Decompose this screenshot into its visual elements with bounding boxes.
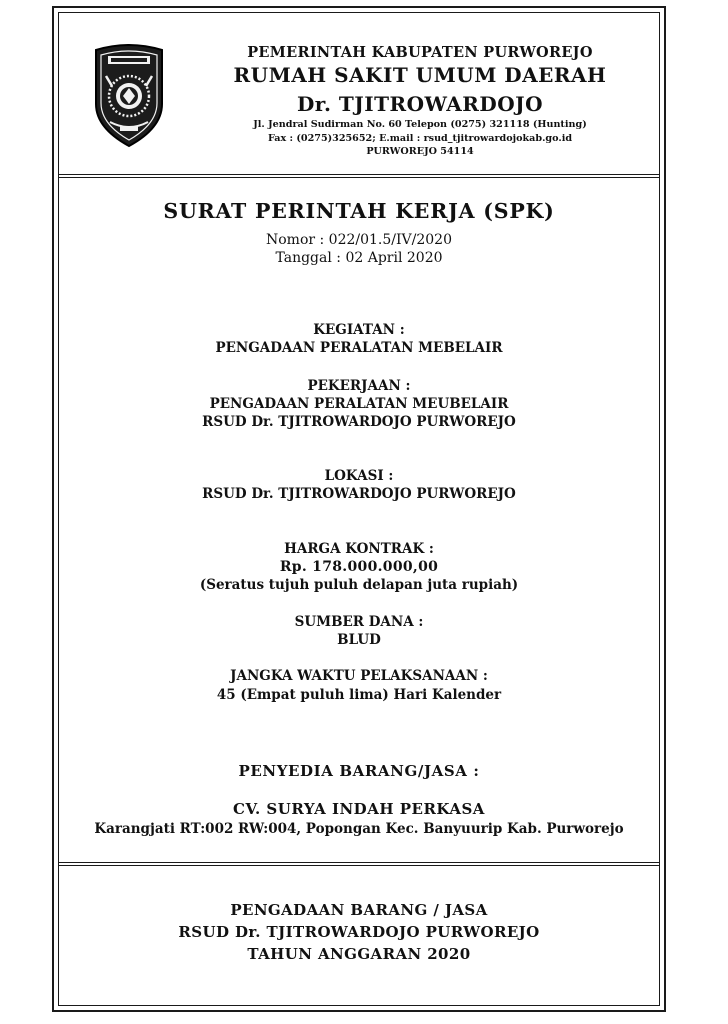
harga-kontrak-value: Rp. 178.000.000,00 bbox=[279, 559, 439, 575]
kop-government-name: PEMERINTAH KABUPATEN PURWOREJO bbox=[247, 44, 593, 61]
jangka-waktu-label: JANGKA WAKTU PELAKSANAAN : bbox=[230, 668, 488, 684]
kop-fax-email: Fax : (0275)325652; E.mail : rsud_tjitrowardojokab.go.id bbox=[267, 133, 573, 144]
page-frame-inner bbox=[58, 12, 660, 1006]
sumber-dana-label: SUMBER DANA : bbox=[294, 614, 424, 630]
kop-hospital-name: RUMAH SAKIT UMUM DAERAH bbox=[233, 63, 607, 87]
penyedia-label: PENYEDIA BARANG/JASA : bbox=[238, 762, 480, 780]
footer-line1: PENGADAAN BARANG / JASA bbox=[230, 901, 488, 919]
kegiatan-label: KEGIATAN : bbox=[313, 322, 405, 338]
document-title: SURAT PERINTAH KERJA (SPK) bbox=[163, 199, 555, 223]
kegiatan-value: PENGADAAN PERALATAN MEBELAIR bbox=[215, 340, 503, 356]
penyedia-address: Karangjati RT:002 RW:004, Popongan Kec. Banyuurip Kab. Purworejo bbox=[94, 821, 624, 837]
penyedia-name: CV. SURYA INDAH PERKASA bbox=[233, 800, 485, 818]
footer-divider bbox=[58, 862, 660, 866]
harga-kontrak-terbilang: (Seratus tujuh puluh delapan juta rupiah) bbox=[199, 577, 519, 593]
header-divider bbox=[58, 174, 660, 178]
harga-kontrak-label: HARGA KONTRAK : bbox=[284, 541, 434, 557]
lokasi-label: LOKASI : bbox=[324, 468, 394, 484]
footer-line3: TAHUN ANGGARAN 2020 bbox=[247, 945, 471, 963]
jangka-waktu-value: 45 (Empat puluh lima) Hari Kalender bbox=[216, 687, 502, 703]
pekerjaan-label: PEKERJAAN : bbox=[307, 378, 411, 394]
kop-city-postcode: PURWOREJO 54114 bbox=[366, 146, 474, 157]
sumber-dana-value: BLUD bbox=[337, 632, 381, 648]
document-number: Nomor : 022/01.5/IV/2020 bbox=[265, 232, 452, 248]
lokasi-value: RSUD Dr. TJITROWARDOJO PURWOREJO bbox=[202, 486, 516, 502]
kop-address: Jl. Jendral Sudirman No. 60 Telepon (0275) 321118 (Hunting) bbox=[253, 119, 587, 130]
kabupaten-purworejo-emblem-icon bbox=[86, 42, 172, 148]
footer-line2: RSUD Dr. TJITROWARDOJO PURWOREJO bbox=[178, 923, 540, 941]
pekerjaan-value-line2: RSUD Dr. TJITROWARDOJO PURWOREJO bbox=[202, 414, 516, 430]
document-date: Tanggal : 02 April 2020 bbox=[275, 250, 443, 266]
kop-hospital-doctor-name: Dr. TJITROWARDOJO bbox=[296, 92, 544, 116]
pekerjaan-value-line1: PENGADAAN PERALATAN MEUBELAIR bbox=[209, 396, 509, 412]
